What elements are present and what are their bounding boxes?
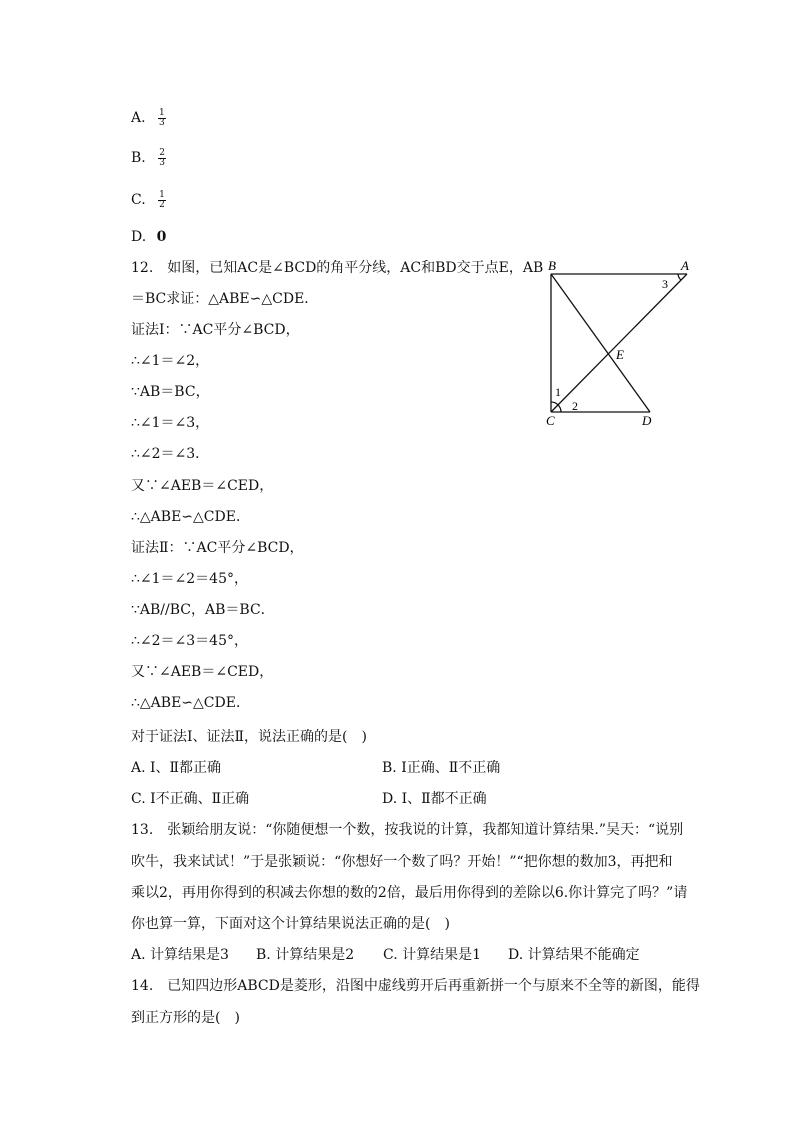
q12-question: 对于证法Ⅰ、证法Ⅱ，说法正确的是( )	[131, 729, 367, 745]
geometry-figure	[535, 255, 715, 435]
proof1-line: ∴∠1＝∠3，	[131, 415, 210, 431]
q13-option-a: A. 计算结果是3	[131, 947, 229, 963]
q14-stem-line: 到正方形的是( )	[131, 1010, 240, 1026]
label-b: B	[548, 258, 556, 273]
q11-option-c: C. $\frac{1}{2}$	[131, 189, 165, 210]
q11-option-d: D. 0	[131, 229, 167, 245]
q12-stem-line-2: ＝BC求证：△ABE∽△CDE．	[131, 291, 319, 307]
q12-option-c: C. Ⅰ不正确、Ⅱ正确	[131, 791, 250, 807]
proof2-line: 证法Ⅱ：∵AC平分∠BCD，	[131, 540, 304, 556]
segment-ac	[551, 274, 687, 412]
q13-stem-line: 13. 张颖给朋友说：“你随便想一个数，按我说的计算，我都知道计算结果.”吴天：“说别	[131, 822, 684, 838]
proof2-line: ∴∠2＝∠3＝45°，	[131, 633, 248, 649]
proof1-line: ∴∠1＝∠2，	[131, 353, 210, 369]
q11-option-a: A. $\frac{1}{3}$	[131, 107, 165, 128]
label-e: E	[616, 347, 624, 362]
label-angle-2: 2	[572, 399, 578, 413]
q12-stem-line-1: 12. 如图，已知AC是∠BCD的角平分线，AC和BD交于点E，AB	[131, 260, 544, 276]
q13-stem-line: 乘以2，再用你得到的积减去你想的数的2倍，最后用你得到的差除以6.你计算完了吗？”请	[131, 885, 688, 901]
label-d: D	[642, 413, 652, 428]
q12-option-d: D. Ⅰ、Ⅱ都不正确	[382, 791, 487, 807]
q13-option-b: B. 计算结果是2	[256, 947, 355, 963]
q13-option-c: C. 计算结果是1	[383, 947, 482, 963]
label-a: A	[681, 258, 689, 273]
q12-option-b: B. Ⅰ正确、Ⅱ不正确	[382, 760, 501, 776]
label-angle-1: 1	[555, 385, 561, 399]
proof1-line: 又∵∠AEB＝∠CED，	[131, 478, 274, 494]
proof1-line: ∴∠2＝∠3．	[131, 446, 210, 462]
fraction: $\frac{1}{3}$	[159, 107, 165, 128]
q13-option-d: D. 计算结果不能确定	[508, 947, 640, 963]
q13-stem-line: 你也算一算，下面对这个计算结果说法正确的是( )	[131, 916, 450, 932]
q13-stem-line: 吹牛，我来试试！”于是张颖说：“你想好一个数了吗？开始！”“把你想的数加3，再把和	[131, 854, 673, 870]
proof2-line: ∴∠1＝∠2＝45°，	[131, 571, 248, 587]
proof2-line: ∵AB//BC，AB＝BC．	[131, 602, 275, 618]
proof1-line: ∵AB＝BC，	[131, 384, 210, 400]
q12-option-a: A. Ⅰ、Ⅱ都正确	[131, 760, 222, 776]
label-angle-3: 3	[662, 277, 668, 291]
angle-arc-a	[678, 274, 681, 280]
proof1-line: 证法Ⅰ：∵AC平分∠BCD，	[131, 322, 300, 338]
q11-option-b: B. $\frac{2}{3}$	[131, 147, 165, 168]
q14-stem-line: 14. 已知四边形ABCD是菱形，沿图中虚线剪开后再重新拼一个与原来不全等的新图，能得	[131, 978, 700, 994]
segment-bd	[551, 274, 650, 412]
fraction: $\frac{2}{3}$	[159, 147, 165, 168]
proof2-line: ∴△ABE∽△CDE．	[131, 695, 250, 711]
proof1-line: ∴△ABE∽△CDE．	[131, 509, 250, 525]
proof2-line: 又∵∠AEB＝∠CED，	[131, 664, 274, 680]
label-c: C	[546, 413, 555, 428]
fraction: $\frac{1}{2}$	[159, 189, 165, 210]
